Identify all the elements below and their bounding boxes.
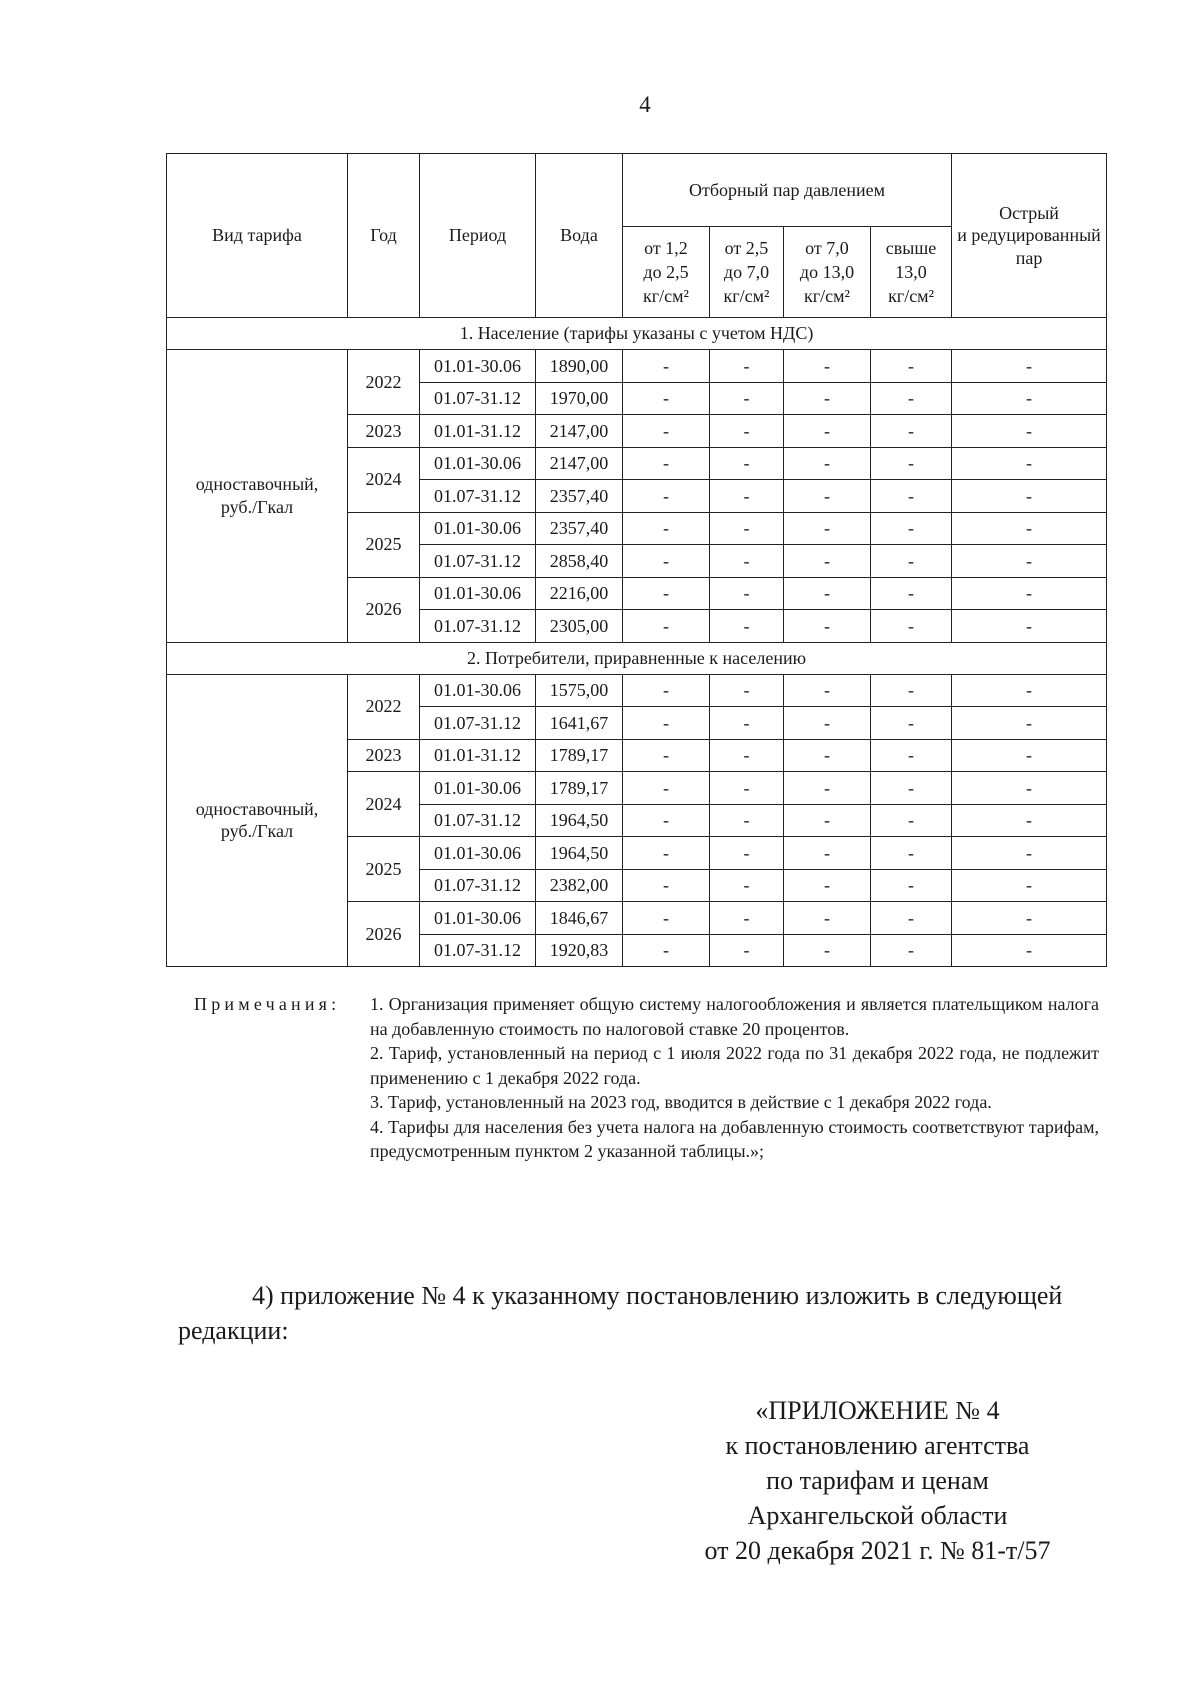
year-cell: 2025 (348, 512, 420, 577)
steam-cell: - (871, 934, 952, 967)
notes-body (370, 992, 1099, 1164)
steam-cell: - (784, 902, 871, 935)
water-cell: 2305,00 (536, 610, 623, 643)
period-cell: 01.07-31.12 (420, 934, 536, 967)
steam-cell: - (784, 772, 871, 805)
year-cell: 2024 (348, 772, 420, 837)
steam-cell: - (623, 545, 710, 578)
header-steam-line: кг/см² (888, 286, 934, 307)
period-cell: 01.01-30.06 (420, 350, 536, 383)
header-tariff-type: Вид тарифа (167, 154, 348, 318)
period-cell: 01.01-30.06 (420, 674, 536, 707)
steam-cell: - (710, 415, 784, 448)
section-title: 2. Потребители, приравненные к населению (167, 642, 1107, 674)
steam-cell: - (710, 869, 784, 902)
tariff-type-line: руб./Гкал (220, 496, 294, 517)
steam-cell: - (952, 577, 1107, 610)
steam-cell: - (710, 545, 784, 578)
steam-cell: - (710, 350, 784, 383)
water-cell: 1789,17 (536, 772, 623, 805)
period-cell: 01.07-31.12 (420, 610, 536, 643)
steam-cell: - (623, 512, 710, 545)
header-live-steam-line: Острый (999, 202, 1059, 223)
water-cell: 1846,67 (536, 902, 623, 935)
steam-cell: - (871, 869, 952, 902)
steam-cell: - (623, 610, 710, 643)
note-item: 1. Организация применяет общую систему налогообложения и является плательщиком налога на добавленную стоимость по налоговой ставке 20 процентов. (370, 994, 1099, 1039)
period-cell: 01.07-31.12 (420, 545, 536, 578)
header-steam-line: кг/см² (723, 286, 770, 307)
steam-cell: - (710, 707, 784, 740)
year-cell: 2023 (348, 739, 420, 772)
paragraph-4: 4) приложение № 4 к указанному постановлению изложить в следующей редакции: (178, 1281, 1063, 1345)
water-cell: 1920,83 (536, 934, 623, 967)
steam-cell: - (710, 674, 784, 707)
tariff-type-line: одноставочный, (195, 474, 319, 495)
header-steam-line: от 1,2 (644, 237, 688, 258)
section-row (167, 318, 1107, 350)
note-item: 2. Тариф, установленный на период с 1 июля 2022 года по 31 декабря 2022 года, не подлежит применению с 1 декабря 2022 года. (370, 1043, 1099, 1088)
steam-cell: - (952, 869, 1107, 902)
header-steam-line: от 2,5 (724, 237, 769, 258)
steam-cell: - (871, 447, 952, 480)
period-cell: 01.01-30.06 (420, 837, 536, 870)
steam-cell: - (952, 512, 1107, 545)
appendix-line: Архангельской области (747, 1501, 1008, 1530)
steam-cell: - (784, 415, 871, 448)
water-cell: 2216,00 (536, 577, 623, 610)
steam-cell: - (871, 480, 952, 513)
steam-cell: - (871, 577, 952, 610)
steam-cell: - (952, 415, 1107, 448)
water-cell: 1789,17 (536, 739, 623, 772)
year-cell: 2025 (348, 837, 420, 902)
steam-cell: - (784, 447, 871, 480)
header-steam-line: кг/см² (804, 286, 850, 307)
water-cell: 2357,40 (536, 480, 623, 513)
steam-cell: - (710, 934, 784, 967)
tariff-table-body (167, 318, 1107, 967)
steam-cell: - (871, 674, 952, 707)
steam-cell: - (871, 804, 952, 837)
steam-cell: - (710, 447, 784, 480)
steam-cell: - (784, 707, 871, 740)
appendix-heading (650, 1393, 1105, 1568)
steam-cell: - (623, 350, 710, 383)
water-cell: 1964,50 (536, 804, 623, 837)
steam-cell: - (710, 902, 784, 935)
steam-cell: - (710, 610, 784, 643)
steam-cell: - (871, 902, 952, 935)
steam-cell: - (623, 480, 710, 513)
steam-cell: - (623, 447, 710, 480)
header-steam-line: до 2,5 (643, 261, 689, 282)
steam-cell: - (710, 382, 784, 415)
header-steam-7-0-to-13-0 (784, 227, 871, 318)
steam-cell: - (871, 545, 952, 578)
steam-cell: - (952, 772, 1107, 805)
steam-cell: - (784, 382, 871, 415)
note-item: 4. Тарифы для населения без учета налога на добавленную стоимость соответствуют тарифам, предусмотренным пунктом 2 указанной таблицы.»; (370, 1116, 1099, 1161)
steam-cell: - (623, 902, 710, 935)
steam-cell: - (952, 480, 1107, 513)
water-cell: 2147,00 (536, 415, 623, 448)
water-cell: 2858,40 (536, 545, 623, 578)
header-live-steam-line: пар (1015, 247, 1043, 268)
period-cell: 01.01-31.12 (420, 739, 536, 772)
steam-cell: - (871, 772, 952, 805)
steam-cell: - (784, 739, 871, 772)
header-live-steam-line: и редуцированный (957, 225, 1101, 246)
notes-label: Примечания: (194, 994, 341, 1014)
steam-cell: - (952, 804, 1107, 837)
period-cell: 01.01-30.06 (420, 577, 536, 610)
header-steam-line: до 13,0 (799, 261, 855, 282)
period-cell: 01.07-31.12 (420, 480, 536, 513)
tariff-type-line: руб./Гкал (220, 821, 294, 842)
steam-cell: - (952, 674, 1107, 707)
steam-cell: - (871, 739, 952, 772)
steam-cell: - (623, 707, 710, 740)
section-title: 1. Население (тарифы указаны с учетом НДС) (167, 318, 1107, 350)
period-cell: 01.01-30.06 (420, 772, 536, 805)
period-cell: 01.07-31.12 (420, 804, 536, 837)
steam-cell: - (623, 934, 710, 967)
header-selected-steam: Отборный пар давлением (623, 154, 952, 227)
period-cell: 01.07-31.12 (420, 869, 536, 902)
steam-cell: - (952, 902, 1107, 935)
page-number: 4 (639, 92, 651, 117)
table-row (167, 674, 1107, 707)
steam-cell: - (952, 350, 1107, 383)
header-period: Период (420, 154, 536, 318)
tariff-type-line: одноставочный, (195, 798, 319, 819)
steam-cell: - (871, 350, 952, 383)
period-cell: 01.01-30.06 (420, 902, 536, 935)
steam-cell: - (871, 610, 952, 643)
period-cell: 01.07-31.12 (420, 382, 536, 415)
steam-cell: - (784, 674, 871, 707)
steam-cell: - (952, 447, 1107, 480)
steam-cell: - (623, 674, 710, 707)
water-cell: 1641,67 (536, 707, 623, 740)
tariff-type-cell (167, 674, 348, 967)
steam-cell: - (784, 837, 871, 870)
steam-cell: - (952, 545, 1107, 578)
steam-cell: - (871, 415, 952, 448)
water-cell: 2147,00 (536, 447, 623, 480)
steam-cell: - (952, 707, 1107, 740)
steam-cell: - (623, 869, 710, 902)
steam-cell: - (623, 804, 710, 837)
header-live-steam (952, 154, 1107, 318)
year-cell: 2026 (348, 902, 420, 967)
period-cell: 01.01-30.06 (420, 447, 536, 480)
appendix-line: «ПРИЛОЖЕНИЕ № 4 (755, 1396, 1000, 1425)
steam-cell: - (623, 382, 710, 415)
year-cell: 2022 (348, 350, 420, 415)
steam-cell: - (871, 382, 952, 415)
steam-cell: - (784, 545, 871, 578)
steam-cell: - (784, 610, 871, 643)
year-cell: 2026 (348, 577, 420, 642)
appendix-line: от 20 декабря 2021 г. № 81-т/57 (704, 1536, 1051, 1565)
steam-cell: - (710, 739, 784, 772)
steam-cell: - (952, 934, 1107, 967)
year-cell: 2023 (348, 415, 420, 448)
water-cell: 1964,50 (536, 837, 623, 870)
steam-cell: - (871, 707, 952, 740)
header-steam-over-13-0 (871, 227, 952, 318)
water-cell: 2357,40 (536, 512, 623, 545)
steam-cell: - (784, 480, 871, 513)
steam-cell: - (871, 837, 952, 870)
period-cell: 01.01-30.06 (420, 512, 536, 545)
table-row (167, 350, 1107, 383)
steam-cell: - (784, 350, 871, 383)
water-cell: 2382,00 (536, 869, 623, 902)
header-steam-2-5-to-7-0 (710, 227, 784, 318)
steam-cell: - (710, 804, 784, 837)
header-steam-1-2-to-2-5 (623, 227, 710, 318)
header-steam-line: до 7,0 (723, 261, 770, 282)
section-row (167, 642, 1107, 674)
header-water: Вода (536, 154, 623, 318)
tariff-table (166, 153, 1107, 967)
appendix-line: к постановлению агентства (725, 1431, 1030, 1460)
steam-cell: - (784, 804, 871, 837)
period-cell: 01.07-31.12 (420, 707, 536, 740)
steam-cell: - (710, 512, 784, 545)
steam-cell: - (710, 577, 784, 610)
steam-cell: - (623, 772, 710, 805)
header-steam-line: свыше (885, 237, 937, 258)
steam-cell: - (952, 382, 1107, 415)
steam-cell: - (784, 512, 871, 545)
steam-cell: - (623, 577, 710, 610)
period-cell: 01.01-31.12 (420, 415, 536, 448)
header-steam-line: кг/см² (643, 286, 689, 307)
steam-cell: - (623, 415, 710, 448)
steam-cell: - (952, 837, 1107, 870)
water-cell: 1970,00 (536, 382, 623, 415)
header-steam-line: 13,0 (895, 261, 927, 282)
year-cell: 2024 (348, 447, 420, 512)
year-cell: 2022 (348, 674, 420, 739)
steam-cell: - (710, 837, 784, 870)
header-steam-line: от 7,0 (805, 237, 849, 258)
tariff-type-cell (167, 350, 348, 643)
steam-cell: - (623, 739, 710, 772)
appendix-line: по тарифам и ценам (766, 1466, 989, 1495)
steam-cell: - (784, 577, 871, 610)
steam-cell: - (710, 772, 784, 805)
steam-cell: - (710, 480, 784, 513)
steam-cell: - (952, 739, 1107, 772)
note-item: 3. Тариф, установленный на 2023 год, вводится в действие с 1 декабря 2022 года. (370, 1092, 992, 1112)
water-cell: 1575,00 (536, 674, 623, 707)
steam-cell: - (623, 837, 710, 870)
steam-cell: - (784, 934, 871, 967)
steam-cell: - (784, 869, 871, 902)
steam-cell: - (952, 610, 1107, 643)
water-cell: 1890,00 (536, 350, 623, 383)
header-year: Год (348, 154, 420, 318)
steam-cell: - (871, 512, 952, 545)
